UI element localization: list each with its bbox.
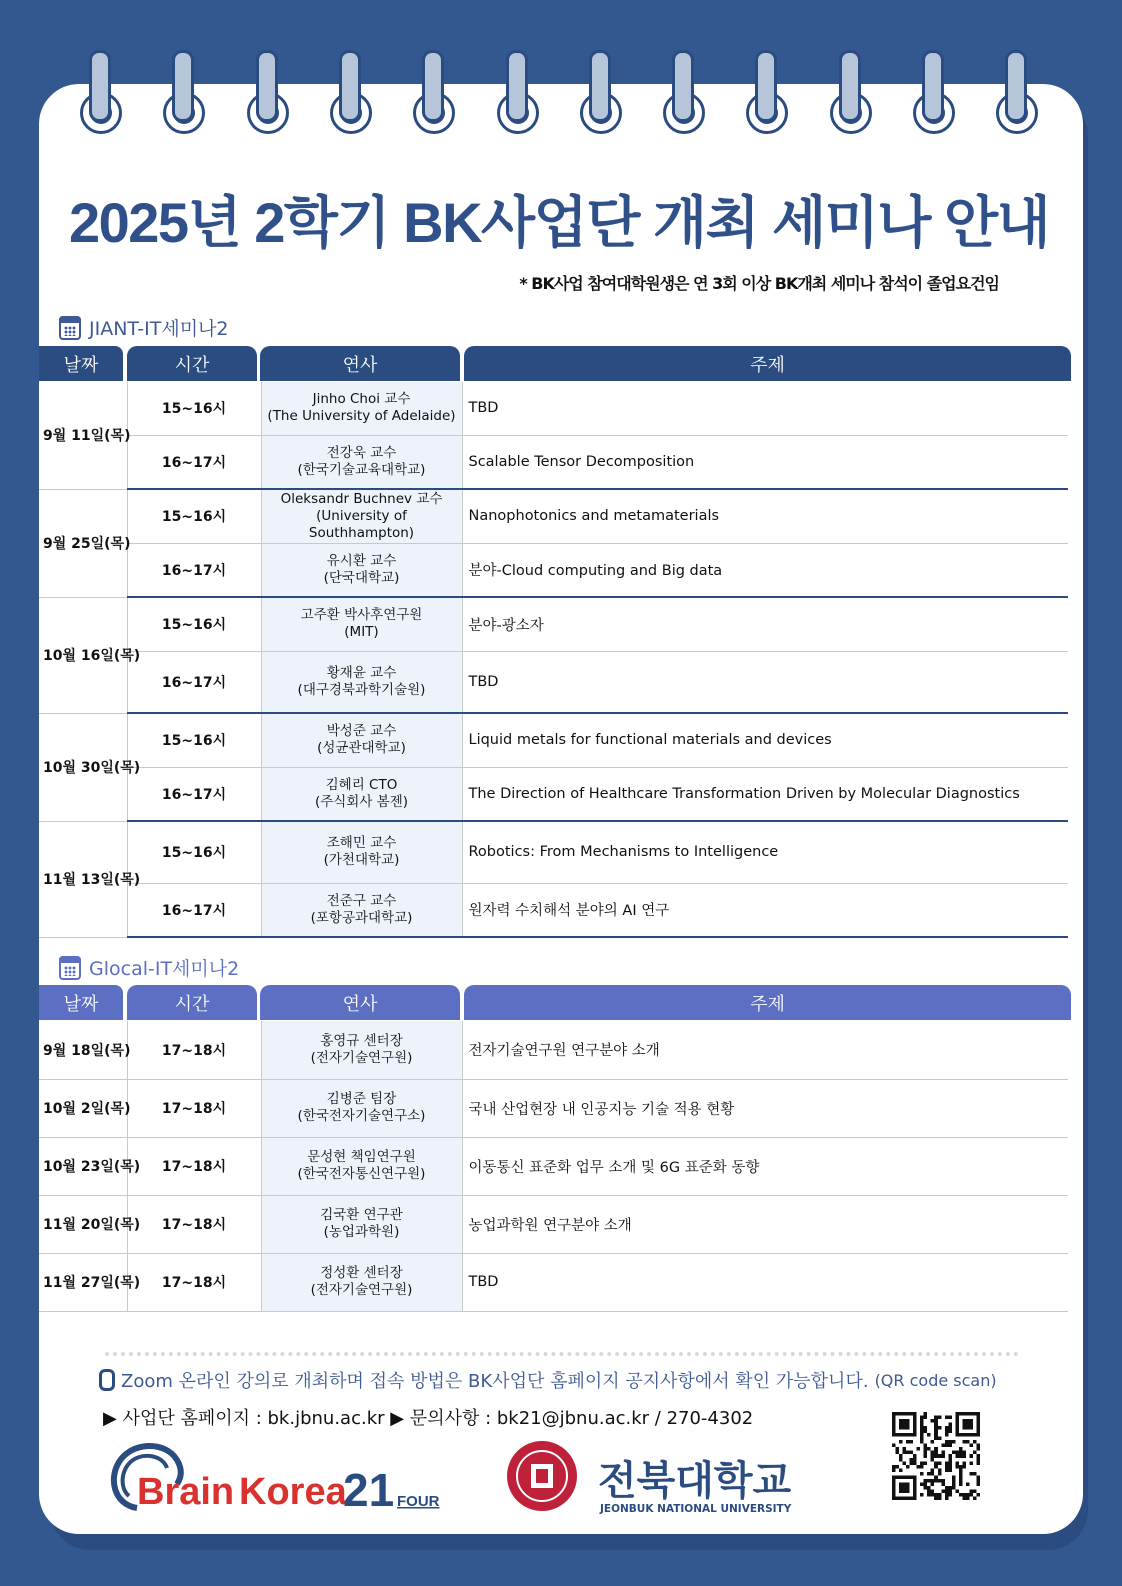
time-cell: 15~16시 bbox=[127, 489, 261, 543]
binding-ring bbox=[163, 50, 203, 134]
logo-21: 21 bbox=[343, 1464, 395, 1516]
jiant-table-header bbox=[39, 346, 1071, 381]
speaker-name: 김병준 팀장 bbox=[326, 1091, 397, 1107]
topic-cell: 전자기술연구원 연구분야 소개 bbox=[462, 1021, 1068, 1079]
speaker-name: Jinho Choi 교수 bbox=[312, 391, 411, 408]
glocal-table-header bbox=[39, 985, 1071, 1020]
topic-cell: TBD bbox=[462, 651, 1068, 713]
jiant-title-text: JIANT-IT세미나2 bbox=[89, 318, 229, 340]
jbnu-english-name: JEONBUK NATIONAL UNIVERSITY bbox=[600, 1503, 792, 1515]
header-topic: 주제 bbox=[464, 985, 1071, 1020]
time-cell: 15~16시 bbox=[127, 597, 261, 651]
speaker-name: 문성현 책임연구원 bbox=[307, 1149, 416, 1165]
logo-four: FOUR bbox=[397, 1493, 440, 1510]
speaker-cell bbox=[261, 1253, 462, 1311]
speaker-affiliation: (단국대학교) bbox=[323, 569, 400, 586]
table-row bbox=[39, 597, 1068, 651]
table-row bbox=[39, 767, 1068, 821]
table-row bbox=[39, 435, 1068, 489]
time-cell: 16~17시 bbox=[127, 543, 261, 597]
date-cell: 11월 13일(목) bbox=[39, 821, 127, 937]
binding-ring bbox=[413, 50, 453, 134]
date-cell: 9월 18일(목) bbox=[39, 1021, 127, 1079]
topic-cell: 원자력 수치해석 분야의 AI 연구 bbox=[462, 883, 1068, 937]
qr-code[interactable] bbox=[892, 1412, 980, 1500]
time-cell: 16~17시 bbox=[127, 767, 261, 821]
table-row bbox=[39, 1253, 1068, 1311]
speaker-cell bbox=[261, 1079, 462, 1137]
table-row bbox=[39, 1021, 1068, 1079]
header-speaker: 연사 bbox=[260, 346, 460, 381]
speaker-cell bbox=[261, 543, 462, 597]
speaker-cell bbox=[261, 382, 462, 435]
header-topic: 주제 bbox=[464, 346, 1071, 381]
logo-korea: Korea bbox=[239, 1471, 347, 1513]
date-cell: 11월 27일(목) bbox=[39, 1253, 127, 1311]
table-row bbox=[39, 1195, 1068, 1253]
binding-ring bbox=[663, 50, 703, 134]
speaker-affiliation: (전자기술연구원) bbox=[310, 1049, 413, 1066]
notepad-paper bbox=[39, 84, 1083, 1534]
qr-hint: (QR code scan) bbox=[874, 1370, 997, 1390]
speaker-name: 조해민 교수 bbox=[326, 835, 397, 852]
speaker-affiliation: (대구경북과학기술원) bbox=[297, 681, 426, 698]
topic-cell: 농업과학원 연구분야 소개 bbox=[462, 1195, 1068, 1253]
glocal-title-text: Glocal-IT세미나2 bbox=[89, 958, 240, 980]
glocal-schedule-table bbox=[39, 1021, 1068, 1312]
date-cell: 10월 16일(목) bbox=[39, 597, 127, 713]
table-row bbox=[39, 489, 1068, 543]
page-title: 2025년 2학기 BK사업단 개최 세미나 안내 bbox=[69, 191, 1050, 254]
speaker-affiliation: (주식회사 봄젠) bbox=[314, 793, 409, 810]
table-row bbox=[39, 543, 1068, 597]
header-date: 날짜 bbox=[39, 985, 123, 1020]
time-cell: 17~18시 bbox=[127, 1137, 261, 1195]
speaker-cell bbox=[261, 1137, 462, 1195]
header-speaker: 연사 bbox=[260, 985, 460, 1020]
speaker-affiliation: (가천대학교) bbox=[323, 852, 400, 869]
topic-cell: Nanophotonics and metamaterials bbox=[462, 489, 1068, 543]
date-cell: 11월 20일(목) bbox=[39, 1195, 127, 1253]
speaker-name: Oleksandr Buchnev 교수 bbox=[280, 490, 443, 507]
speaker-name: 김혜리 CTO bbox=[325, 776, 398, 793]
microphone-icon bbox=[99, 1369, 115, 1391]
jiant-section-title bbox=[59, 314, 229, 341]
speaker-affiliation: (MIT) bbox=[344, 624, 379, 641]
date-cell: 10월 23일(목) bbox=[39, 1137, 127, 1195]
table-row bbox=[39, 1137, 1068, 1195]
zoom-notice bbox=[99, 1367, 997, 1393]
table-row bbox=[39, 713, 1068, 767]
speaker-name: 전강욱 교수 bbox=[326, 444, 397, 461]
brainkorea21-logo bbox=[107, 1438, 447, 1516]
table-row bbox=[39, 382, 1068, 435]
time-cell: 17~18시 bbox=[127, 1253, 261, 1311]
jiant-schedule-table bbox=[39, 382, 1068, 938]
binding-ring bbox=[330, 50, 370, 134]
time-cell: 16~17시 bbox=[127, 651, 261, 713]
date-cell: 10월 2일(목) bbox=[39, 1079, 127, 1137]
time-cell: 17~18시 bbox=[127, 1079, 261, 1137]
speaker-affiliation: (한국전자통신연구원) bbox=[297, 1166, 426, 1182]
speaker-affiliation: (성균관대학교) bbox=[317, 740, 406, 757]
topic-cell: Robotics: From Mechanisms to Intelligence bbox=[462, 821, 1068, 883]
date-cell: 9월 25일(목) bbox=[39, 489, 127, 597]
graduation-note: * BK사업 참여대학원생은 연 3회 이상 BK개최 세미나 참석이 졸업요건임 bbox=[519, 274, 999, 293]
topic-cell: 분야-Cloud computing and Big data bbox=[462, 543, 1068, 597]
speaker-name: 유시환 교수 bbox=[326, 552, 397, 569]
topic-cell: TBD bbox=[462, 382, 1068, 435]
table-row bbox=[39, 821, 1068, 883]
dotted-divider bbox=[105, 1352, 1019, 1356]
contact-info: ▶ 사업단 홈페이지 : bk.jbnu.ac.kr ▶ 문의사항 : bk21@jbnu.ac.kr / 270-4302 bbox=[103, 1408, 754, 1429]
speaker-cell bbox=[261, 435, 462, 489]
speaker-name: 전준구 교수 bbox=[326, 892, 397, 909]
speaker-name: 홍영규 센터장 bbox=[320, 1032, 403, 1049]
time-cell: 15~16시 bbox=[127, 713, 261, 767]
glocal-section-title bbox=[59, 954, 239, 981]
binding-ring bbox=[996, 50, 1036, 134]
speaker-affiliation: (University of Southhampton) bbox=[308, 507, 415, 541]
speaker-name: 정성환 센터장 bbox=[320, 1265, 403, 1281]
binding-ring bbox=[830, 50, 870, 134]
speaker-name: 고주환 박사후연구원 bbox=[300, 607, 423, 624]
binding-ring bbox=[247, 50, 287, 134]
binding-ring bbox=[913, 50, 953, 134]
speaker-affiliation: (포항공과대학교) bbox=[310, 909, 413, 926]
speaker-cell bbox=[261, 821, 462, 883]
topic-cell: 이동통신 표준화 업무 소개 및 6G 표준화 동향 bbox=[462, 1137, 1068, 1195]
speaker-name: 박성준 교수 bbox=[326, 723, 397, 740]
zoom-text: Zoom 온라인 강의로 개최하며 접속 방법은 BK사업단 홈페이지 공지사항에서 확인 가능합니다. bbox=[121, 1371, 869, 1392]
binding-ring bbox=[497, 50, 537, 134]
table-row bbox=[39, 1079, 1068, 1137]
speaker-cell bbox=[261, 651, 462, 713]
speaker-name: 황재윤 교수 bbox=[326, 664, 397, 681]
time-cell: 15~16시 bbox=[127, 821, 261, 883]
time-cell: 16~17시 bbox=[127, 883, 261, 937]
speaker-cell bbox=[261, 597, 462, 651]
time-cell: 15~16시 bbox=[127, 382, 261, 435]
speaker-cell bbox=[261, 883, 462, 937]
speaker-name: 김국환 연구관 bbox=[320, 1207, 403, 1223]
speaker-cell bbox=[261, 1195, 462, 1253]
speaker-affiliation: (한국전자기술연구소) bbox=[297, 1108, 426, 1124]
header-date: 날짜 bbox=[39, 346, 123, 381]
binding-ring bbox=[80, 50, 120, 134]
jbnu-logo bbox=[506, 1436, 826, 1518]
topic-cell: The Direction of Healthcare Transformation Driven by Molecular Diagnostics bbox=[462, 767, 1068, 821]
logo-brain: Brain bbox=[137, 1471, 235, 1513]
speaker-cell bbox=[261, 1021, 462, 1079]
jbnu-korean-name: 전북대학교 bbox=[598, 1458, 792, 1504]
speaker-affiliation: (농업과학원) bbox=[323, 1224, 400, 1240]
speaker-cell bbox=[261, 767, 462, 821]
topic-cell: 국내 산업현장 내 인공지능 기술 적용 현황 bbox=[462, 1079, 1068, 1137]
topic-cell: Scalable Tensor Decomposition bbox=[462, 435, 1068, 489]
speaker-affiliation: (한국기술교육대학교) bbox=[297, 461, 426, 478]
table-row bbox=[39, 883, 1068, 937]
speaker-cell bbox=[261, 489, 462, 543]
header-time: 시간 bbox=[127, 346, 257, 381]
topic-cell: Liquid metals for functional materials and devices bbox=[462, 713, 1068, 767]
topic-cell: TBD bbox=[462, 1253, 1068, 1311]
date-cell: 9월 11일(목) bbox=[39, 382, 127, 489]
header-time: 시간 bbox=[127, 985, 257, 1020]
speaker-affiliation: (전자기술연구원) bbox=[310, 1282, 413, 1298]
time-cell: 16~17시 bbox=[127, 435, 261, 489]
table-row bbox=[39, 651, 1068, 713]
calendar-icon bbox=[59, 956, 81, 980]
date-cell: 10월 30일(목) bbox=[39, 713, 127, 821]
calendar-icon bbox=[59, 316, 81, 340]
time-cell: 17~18시 bbox=[127, 1195, 261, 1253]
topic-cell: 분야-광소자 bbox=[462, 597, 1068, 651]
binding-ring bbox=[580, 50, 620, 134]
speaker-cell bbox=[261, 713, 462, 767]
speaker-affiliation: (The University of Adelaide) bbox=[267, 408, 456, 425]
binding-ring bbox=[746, 50, 786, 134]
time-cell: 17~18시 bbox=[127, 1021, 261, 1079]
